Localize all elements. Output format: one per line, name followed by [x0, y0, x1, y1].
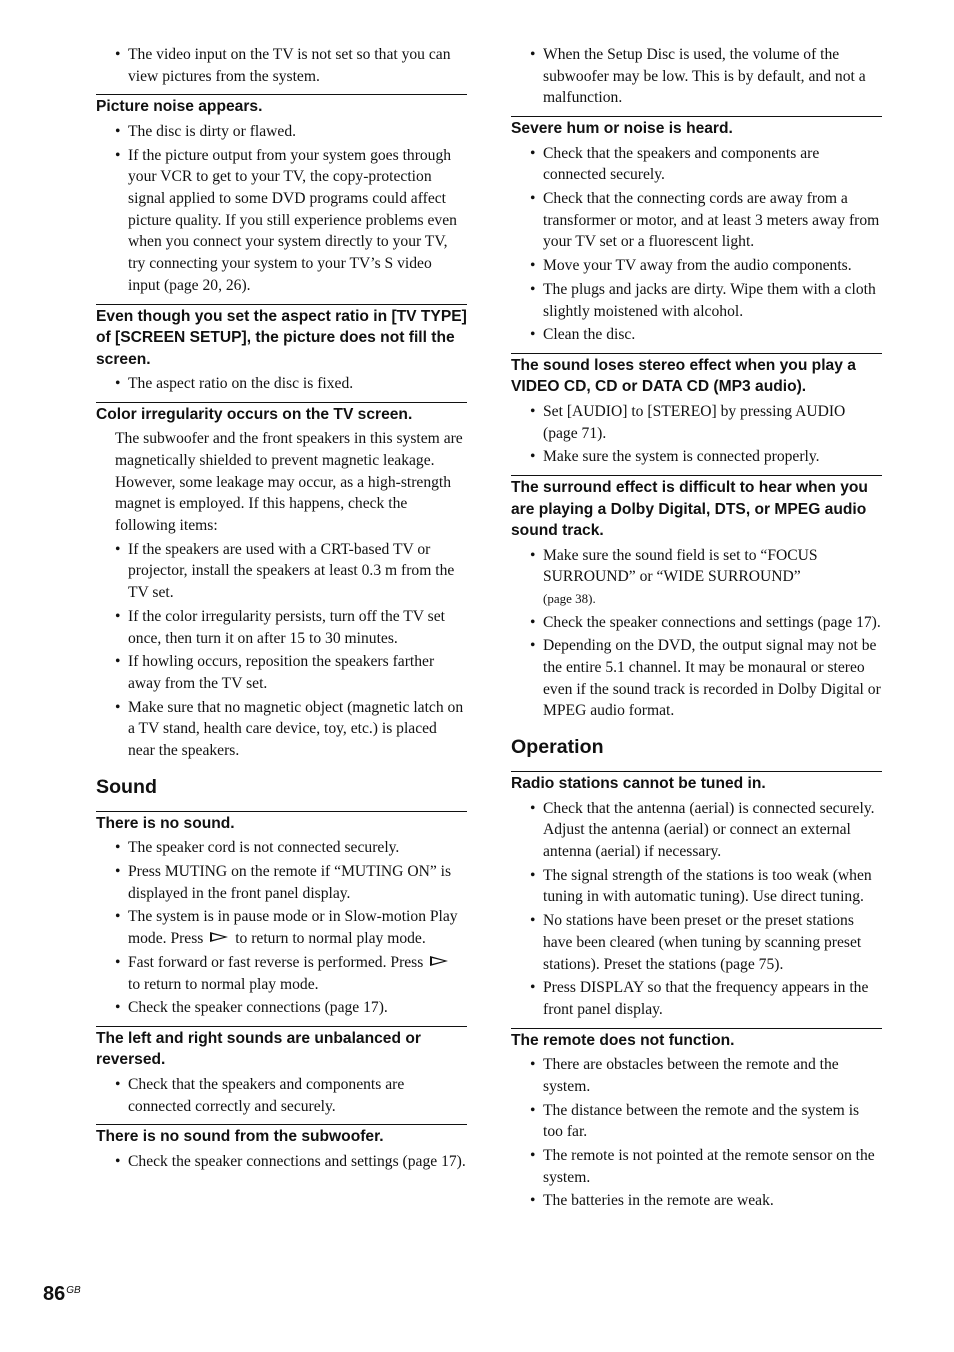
list-item: • Press MUTING on the remote if “MUTING ON” is displayed in the front panel display.	[115, 862, 452, 902]
section-heading: The remote does not function.	[511, 1028, 882, 1052]
list-item: • Check the speaker connections and settings (page 17).	[115, 1152, 466, 1170]
list-item: • The remote is not pointed at the remote sensor on the system.	[530, 1147, 875, 1186]
list-item: • The disc is dirty or flawed.	[115, 122, 297, 140]
page-number: $86^{GB}$	[43, 1283, 81, 1305]
section-heading: Color irregularity occurs on the TV screen.	[96, 402, 467, 426]
list-item: • No stations have been preset or the preset stations have been cleared (when tuning by scanning preset stations). Preset the stations (page 75).	[530, 912, 862, 973]
list-item: • Fast forward or fast reverse is performed. Press to return to normal play mode.	[96, 952, 467, 995]
list-item: • If the picture output from your system goes through your VCR to get to your TV, the copy-protection signal applied to some DVD programs could affect picture quality. If you still experience problems even when you connect your system directly to your TV, try connecting your system to your TV’s S video input (page 20, 26).	[115, 146, 457, 294]
list-item: • If the color irregularity persists, turn off the TV set once, then turn it on after 15 to 30 minutes.	[115, 607, 445, 647]
paragraph: The subwoofer and the front speakers in this system are magnetically shielded to prevent magnetic leakage. However, some leakage may occur, as a high-strength magnet is employed. If this happens, check the following items:	[115, 430, 463, 535]
list-item: • Make sure the sound field is set to “FOCUS SURROUND” or “WIDE SURROUND” (page 38).	[530, 546, 818, 606]
list-item: • The aspect ratio on the disc is fixed.	[115, 375, 354, 393]
list-item: • The speaker cord is not connected securely.	[115, 839, 400, 857]
list-item: • There are obstacles between the remote and the system.	[530, 1056, 839, 1095]
list-item: • Move your TV away from the audio components.	[530, 257, 852, 275]
list-item: • When the Setup Disc is used, the volume of the subwoofer may be low. This is by default, and not a malfunction.	[530, 46, 866, 107]
section-heading: Picture noise appears.	[96, 94, 467, 118]
page-locale-suffix: GB	[66, 1285, 81, 1296]
list-item: • If the speakers are used with a CRT-based TV or projector, install the speakers at least 0.3 m from the TV set.	[115, 540, 455, 602]
left-column	[96, 44, 467, 1175]
section-heading: Even though you set the aspect ratio in [TV TYPE] of [SCREEN SETUP], the picture does not fill the screen.	[96, 304, 467, 371]
play-icon	[210, 932, 228, 942]
list-item: • Check the speaker connections (page 17).	[115, 999, 388, 1017]
list-item: • The plugs and jacks are dirty. Wipe them with a cloth slightly moistened with alcohol.	[530, 280, 876, 320]
list-item: • The signal strength of the stations is too weak (when tuning in with automatic tuning). Use direct tuning.	[530, 866, 872, 906]
list-item: • Check that the speakers and components are connected correctly and securely.	[115, 1075, 405, 1115]
play-icon	[430, 956, 448, 966]
list-item: • Check that the connecting cords are away from a transformer or motor, and at least 3 meters away from your TV set or a fluorescent light.	[530, 190, 880, 251]
section-heading: The surround effect is difficult to hear when you are playing a Dolby Digital, DTS, or MPEG audio sound track.	[511, 475, 882, 542]
list-item: • Press DISPLAY so that the frequency appears in the front panel display.	[530, 979, 869, 1018]
section-heading: There is no sound from the subwoofer.	[96, 1124, 467, 1148]
section-heading: The left and right sounds are unbalanced or reversed.	[96, 1026, 467, 1071]
list-item: • If howling occurs, reposition the speakers farther away from the TV set.	[115, 653, 435, 692]
list-item: • The video input on the TV is not set so that you can view pictures from the system.	[115, 46, 451, 85]
section-heading: The sound loses stereo effect when you play a VIDEO CD, CD or DATA CD (MP3 audio).	[511, 353, 882, 398]
section-heading: Radio stations cannot be tuned in.	[511, 771, 882, 795]
list-item: • Make sure the system is connected properly.	[530, 448, 820, 466]
list-item: • The batteries in the remote are weak.	[530, 1192, 774, 1210]
list-item: • Set [AUDIO] to [STEREO] by pressing AUDIO (page 71).	[530, 402, 846, 442]
list-item: • Check that the speakers and components are connected securely.	[530, 144, 820, 184]
list-item: • Check that the antenna (aerial) is connected securely. Adjust the antenna (aerial) or connect an external antenna (aerial) if necessary.	[530, 799, 875, 861]
section-title-operation: Operation	[511, 736, 604, 759]
list-item: • The system is in pause mode or in Slow-motion Play mode. Press to return to normal play mode.	[115, 908, 458, 948]
right-column	[511, 44, 882, 1214]
list-item: • Make sure that no magnetic object (magnetic latch on a TV stand, health care device, toy, etc.) is placed near the speakers.	[115, 698, 464, 760]
list-item: • Depending on the DVD, the output signal may not be the entire 5.1 channel. It may be monaural or stereo even if the sound track is recorded in Dolby Digital or MPEG audio format.	[530, 637, 881, 720]
section-heading: There is no sound.	[96, 811, 467, 835]
list-item: • The distance between the remote and the system is too far.	[530, 1101, 860, 1141]
section-title-sound: Sound	[96, 775, 157, 798]
list-item: • Clean the disc.	[530, 326, 636, 344]
list-item: • Check the speaker connections and settings (page 17).	[530, 613, 881, 631]
section-heading: Severe hum or noise is heard.	[511, 116, 882, 140]
